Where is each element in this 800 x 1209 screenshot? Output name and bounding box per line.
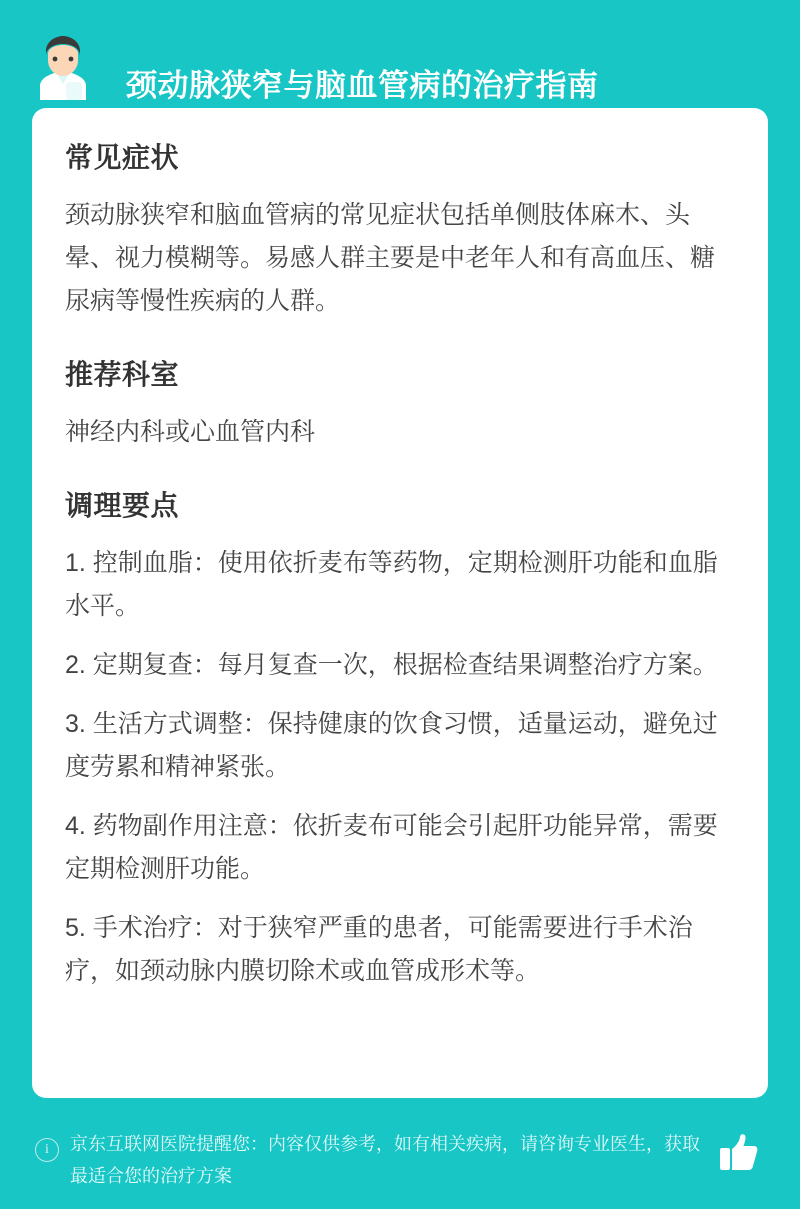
list-item: 4. 药物副作用注意：依折麦布可能会引起肝功能异常，需要定期检测肝功能。 (65, 812, 718, 883)
header (22, 22, 778, 103)
page-title: 颈动脉狭窄与脑血管病的治疗指南 (126, 68, 599, 103)
section-heading-care-points: 调理要点 (65, 490, 180, 521)
info-icon: i (35, 1138, 59, 1162)
list-item: 2. 定期复查：每月复查一次，根据检查结果调整治疗方案。 (65, 651, 718, 679)
section-heading-department: 推荐科室 (65, 359, 180, 390)
footer (32, 1118, 768, 1188)
thumbs-up-icon[interactable] (720, 1132, 758, 1172)
section-text-symptoms: 颈动脉狭窄和脑血管病的常见症状包括单侧肢体麻木、头晕、视力模糊等。易感人群主要是中老年人和有高血压、糖尿病等慢性疾病的人群。 (65, 201, 716, 315)
list-item: 1. 控制血脂：使用依折麦布等药物，定期检测肝功能和血脂水平。 (65, 549, 718, 620)
content-card (32, 108, 768, 1098)
section-heading-symptoms: 常见症状 (65, 142, 180, 173)
list-item: 3. 生活方式调整：保持健康的饮食习惯，适量运动，避免过度劳累和精神紧张。 (65, 710, 718, 781)
footer-disclaimer: 京东互联网医院提醒您：内容仅供参考，如有相关疾病，请咨询专业医生，获取最适合您的治疗方案 (70, 1134, 700, 1186)
list-item: 5. 手术治疗：对于狭窄严重的患者，可能需要进行手术治疗，如颈动脉内膜切除术或血管成形术等。 (65, 914, 693, 985)
section-text-department: 神经内科或心血管内科 (65, 418, 316, 446)
doctor-avatar-icon (22, 30, 102, 102)
care-points-list (65, 542, 735, 993)
